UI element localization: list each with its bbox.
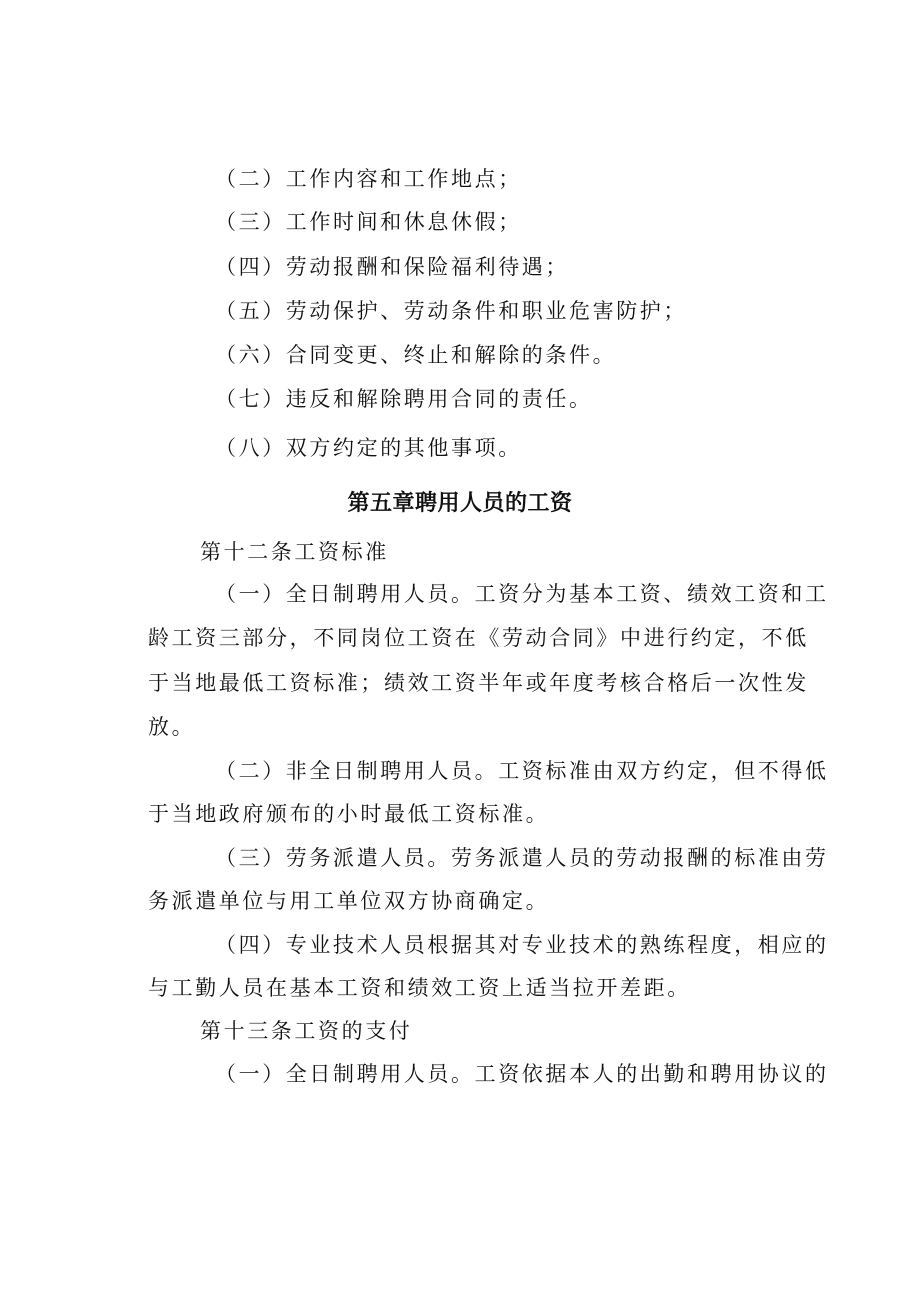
paragraph-line: 龄工资三部分，不同岗位工资在《劳动合同》中进行约定，不低 [148,626,809,650]
list-item: （五）劳动保护、劳动条件和职业危害防护； [215,299,687,323]
article-title: 第十二条工资标准 [200,540,389,564]
paragraph-line: 务派遣单位与用工单位双方协商确定。 [148,889,550,913]
list-item: （六）合同变更、终止和解除的条件。 [215,343,617,367]
paragraph-line: （一）全日制聘用人员。工资依据本人的出勤和聘用协议的 [215,1062,829,1086]
list-item: （七）违反和解除聘用合同的责任。 [215,387,593,411]
paragraph-line: （一）全日制聘用人员。工资分为基本工资、绩效工资和工 [215,582,829,606]
paragraph-line: （二）非全日制聘用人员。工资标准由双方约定，但不得低 [215,759,829,783]
paragraph-line: （四）专业技术人员根据其对专业技术的熟练程度，相应的 [215,933,829,957]
paragraph-line: 于当地政府颁布的小时最低工资标准。 [148,802,550,826]
article-title: 第十三条工资的支付 [200,1019,413,1043]
list-item: （二）工作内容和工作地点； [215,167,522,191]
list-item: （四）劳动报酬和保险福利待遇； [215,255,569,279]
list-item: （八）双方约定的其他事项。 [215,436,522,460]
chapter-title: 第五章聘用人员的工资 [347,491,573,516]
paragraph-line: 于当地最低工资标准；绩效工资半年或年度考核合格后一次性发 [148,671,809,695]
list-item: （三）工作时间和休息休假； [215,210,522,234]
paragraph-line: （三）劳务派遣人员。劳务派遣人员的劳动报酬的标准由劳 [215,846,829,870]
paragraph-line: 与工勤人员在基本工资和绩效工资上适当拉开差距。 [148,976,691,1000]
paragraph-line: 放。 [148,715,196,739]
